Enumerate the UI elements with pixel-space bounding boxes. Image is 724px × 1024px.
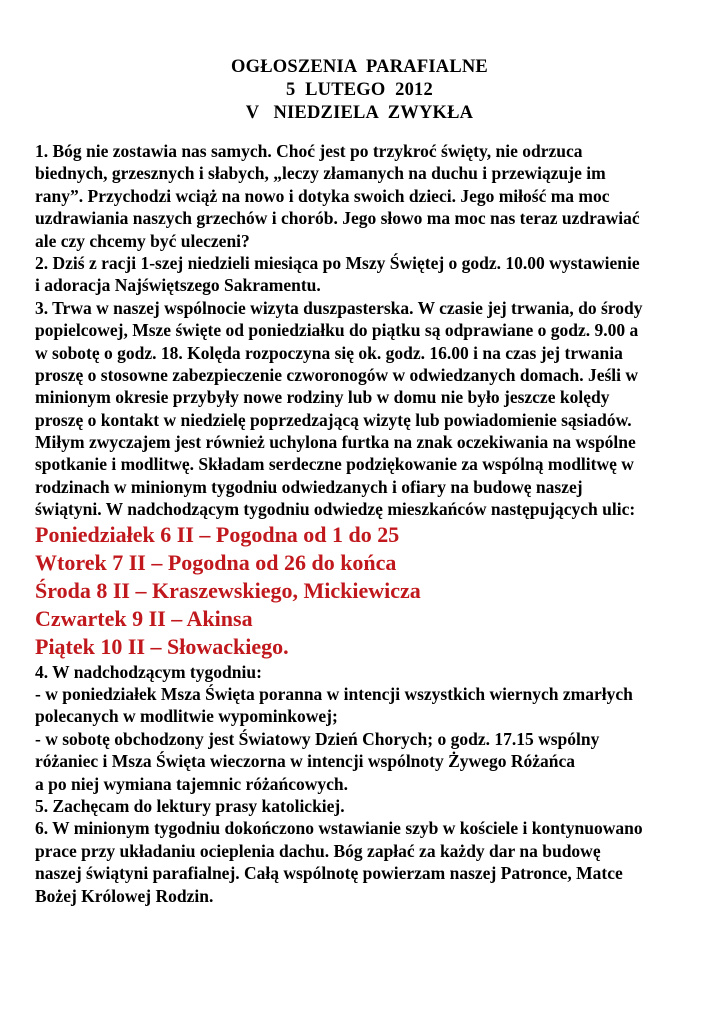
text-line: biednych, grzesznych i słabych, „leczy złamanych na duchu i przewiązuje im <box>35 163 606 184</box>
text-line: i adoracja Najświętszego Sakramentu. <box>35 275 321 296</box>
text-line: 3. Trwa w naszej wspólnocie wizyta duszpasterska. W czasie jej trwania, do środy <box>35 297 643 318</box>
visit-day-line: Piątek 10 II – Słowackiego. <box>35 633 289 659</box>
text-line: 2. Dziś z racji 1-szej niedzieli miesiąca po Mszy Świętej o godz. 10.00 wystawienie <box>35 252 640 273</box>
text-line: - w poniedziałek Msza Święta poranna w intencji wszystkich wiernych zmarłych <box>35 684 633 705</box>
text-line: 1. Bóg nie zostawia nas samych. Choć jest po trzykroć święty, nie odrzuca <box>35 141 583 161</box>
text-line: proszę o stosowne zabezpieczenie czworonogów w odwiedzanych domach. Jeśli w <box>35 364 639 385</box>
text-line: Miłym zwyczajem jest również uchylona furtka na znak oczekiwania na wspólne <box>35 432 636 453</box>
visit-day-line: Wtorek 7 II – Pogodna od 26 do końca <box>35 549 397 575</box>
text-line: świątyni. W nadchodzącym tygodniu odwiedzę mieszkańców następujących ulic: <box>35 499 636 520</box>
text-line: 6. W minionym tygodniu dokończono wstawianie szyb w kościele i kontynuowano <box>35 818 643 839</box>
text-line: rany”. Przychodzi wciąż na nowo i dotyka swoich dzieci. Jego miłość ma moc <box>35 185 610 206</box>
text-line: uzdrawiania naszych grzechów i chorób. Jego słowo ma moc nas teraz uzdrawiać <box>35 208 640 229</box>
text-line: rodzinach w minionym tygodniu odwiedzanych i ofiary na budowę naszej <box>35 476 583 497</box>
text-line: ale czy chcemy być uleczeni? <box>35 230 250 251</box>
title-line-heading: OGŁOSZENIA PARAFIALNE <box>231 57 488 77</box>
document-title <box>35 56 724 125</box>
text-line: w sobotę o godz. 18. Kolęda rozpoczyna się ok. godz. 16.00 i na czas jej trwania <box>35 342 623 363</box>
text-line: różaniec i Msza Święta wieczorna w intencji wspólnoty Żywego Różańca <box>35 751 575 772</box>
text-line: Bożej Królowej Rodzin. <box>35 885 214 906</box>
text-line: naszej świątyni parafialnej. Całą wspólnotę powierzam naszej Patronce, Matce <box>35 863 623 884</box>
text-line: prace przy układaniu ocieplenia dachu. Bóg zapłać za każdy dar na budowę <box>35 840 601 861</box>
text-line: 5. Zachęcam do lektury prasy katolickiej. <box>35 795 345 816</box>
title-line-sunday: V NIEDZIELA ZWYKŁA <box>245 103 474 123</box>
document-page <box>35 56 724 907</box>
text-line: 4. W nadchodzącym tygodniu: <box>35 661 262 682</box>
text-line: a po niej wymiana tajemnic różańcowych. <box>35 773 349 794</box>
text-line: popielcowej, Msze święte od poniedziałku do piątku są odprawiane o godz. 9.00 a <box>35 320 639 341</box>
text-line: minionym okresie przybyły nowe rodziny lub w domu nie było jeszcze kolędy <box>35 387 610 408</box>
text-line: polecanych w modlitwie wypominkowej; <box>35 706 338 727</box>
text-line: proszę o kontakt w niedzielę poprzedzającą wizytę lub powiadomienie sąsiadów. <box>35 409 632 430</box>
title-line-date: 5 LUTEGO 2012 <box>286 80 433 100</box>
text-line: spotkanie i modlitwę. Składam serdeczne podziękowanie za wspólną modlitwę w <box>35 454 634 475</box>
visit-schedule <box>35 521 724 661</box>
visit-day-line: Środa 8 II – Kraszewskiego, Mickiewicza <box>35 577 421 603</box>
announcements-part1 <box>35 140 724 521</box>
visit-day-line: Czwartek 9 II – Akinsa <box>35 605 253 631</box>
text-line: - w sobotę obchodzony jest Światowy Dzień Chorych; o godz. 17.15 wspólny <box>35 728 600 749</box>
announcements-part2 <box>35 661 724 907</box>
visit-day-line: Poniedziałek 6 II – Pogodna od 1 do 25 <box>35 521 400 547</box>
